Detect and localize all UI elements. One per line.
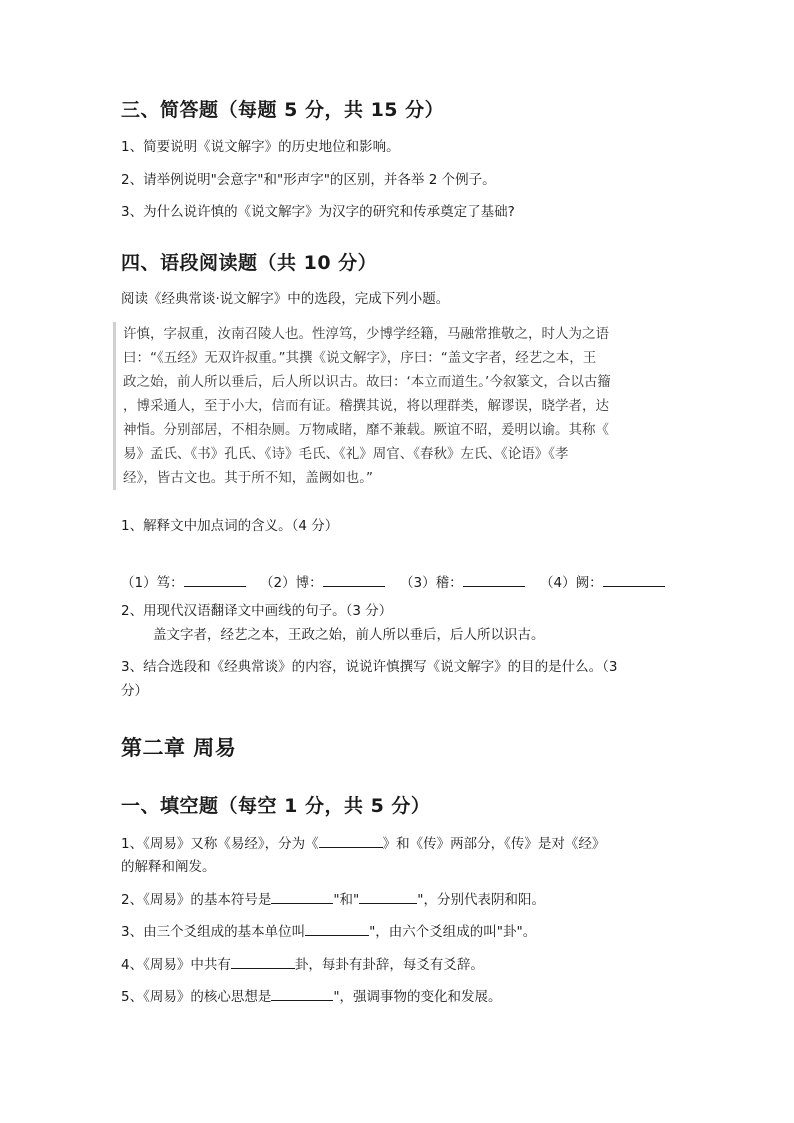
fill-question-5 [121,986,502,1007]
question-text: 4、《周易》中共有 [121,957,231,973]
section4-question-3-line2: 分） [121,683,148,699]
passage-line: ，博采通人，至于小大，信而有证。稽撰其说，将以理群类，解谬误，晓学者，达 [123,398,609,414]
question-text: 3、由三个爻组成的基本单位叫 [121,924,306,940]
question-text: 卦，每卦有卦辞，每爻有爻辞。 [294,957,484,973]
fill-label: （1）笃： [121,575,184,591]
fill-label: （4）阙： [540,575,603,591]
question-text: 5、《周易》的核心思想是 [121,989,272,1005]
answer-blank[interactable] [323,572,385,587]
chapter-title: 第二章 周易 [121,736,237,760]
translation-sentence: 盖文字者，经艺之本，王政之始，前人所以垂后，后人所以识古。 [153,627,545,643]
chapter2-section1-title: 一、填空题（每空 1 分，共 5 分） [121,795,431,817]
section4-question-1: 1、解释文中加点词的含义。（4 分） [121,518,339,534]
answer-blank[interactable] [305,921,369,936]
passage-line: 政之始，前人所以垂后，后人所以识古。故曰：‘本立而道生。’今叙篆文，合以古籀 [123,374,611,390]
passage-line: 经》，皆古文也。其于所不知，盖阙如也。” [123,470,373,486]
question-text: 2、《周易》的基本符号是 [121,892,272,908]
answer-blank[interactable] [271,889,333,904]
answer-blank[interactable] [359,889,417,904]
question-text: 》和《传》两部分，《传》是对《经》 [382,836,606,852]
section3-question-1: 1、简要说明《说文解字》的历史地位和影响。 [121,139,400,155]
passage-line: 曰：“《五经》无双许叔重。”其撰《说文解字》，序曰：“盖文字者，经艺之本，王 [123,350,597,366]
fill-question-1-cont: 的解释和阐发。 [121,859,216,875]
passage-line: 神恉。分别部居，不相杂厕。万物咸睹，靡不兼载。厥谊不昭，爰明以谕。其称《 [123,422,609,438]
answer-blank[interactable] [271,986,333,1001]
answer-blank[interactable] [603,572,665,587]
question-text: 1、《周易》又称《易经》，分为《 [121,836,319,852]
fill-item-4 [540,571,665,591]
fill-item-2 [260,571,385,591]
question-text: "，分别代表阴和阳。 [417,892,545,908]
question-text: "，由六个爻组成的叫"卦"。 [369,924,537,940]
fill-question-3 [121,921,536,942]
answer-blank[interactable] [463,572,525,587]
question-text: "和" [333,892,360,908]
fill-question-4 [121,954,484,975]
fill-label: （3）稽： [400,575,463,591]
passage-blockquote [113,322,673,490]
fill-label: （2）博： [260,575,323,591]
question-text: "，强调事物的变化和发展。 [333,989,502,1005]
passage-line: 易》孟氏、《书》孔氏、《诗》毛氏、《礼》周官、《春秋》左氏、《论语》《孝 [123,446,569,462]
section3-question-3: 3、为什么说许慎的《说文解字》为汉字的研究和传承奠定了基础? [121,204,515,220]
answer-blank[interactable] [319,833,383,848]
fill-question-1 [121,833,605,854]
section4-question-3-line1: 3、结合选段和《经典常谈》的内容，说说许慎撰写《说文解字》的目的是什么。（3 [121,659,618,675]
answer-blank[interactable] [231,954,295,969]
answer-blank[interactable] [184,572,246,587]
fill-item-1 [121,571,246,591]
section3-question-2: 2、请举例说明"会意字"和"形声字"的区别，并各举 2 个例子。 [121,172,496,188]
fill-question-2 [121,889,545,910]
section4-title: 四、语段阅读题（共 10 分） [121,252,378,274]
section3-title: 三、简答题（每题 5 分，共 15 分） [121,99,445,121]
section4-intro: 阅读《经典常谈·说文解字》中的选段，完成下列小题。 [121,291,450,307]
section4-question-2: 2、用现代汉语翻译文中画线的句子。（3 分） [121,603,393,619]
fill-item-3 [400,571,525,591]
passage-line: 许慎，字叔重，汝南召陵人也。性淳笃，少博学经籍，马融常推敬之，时人为之语 [123,326,609,342]
